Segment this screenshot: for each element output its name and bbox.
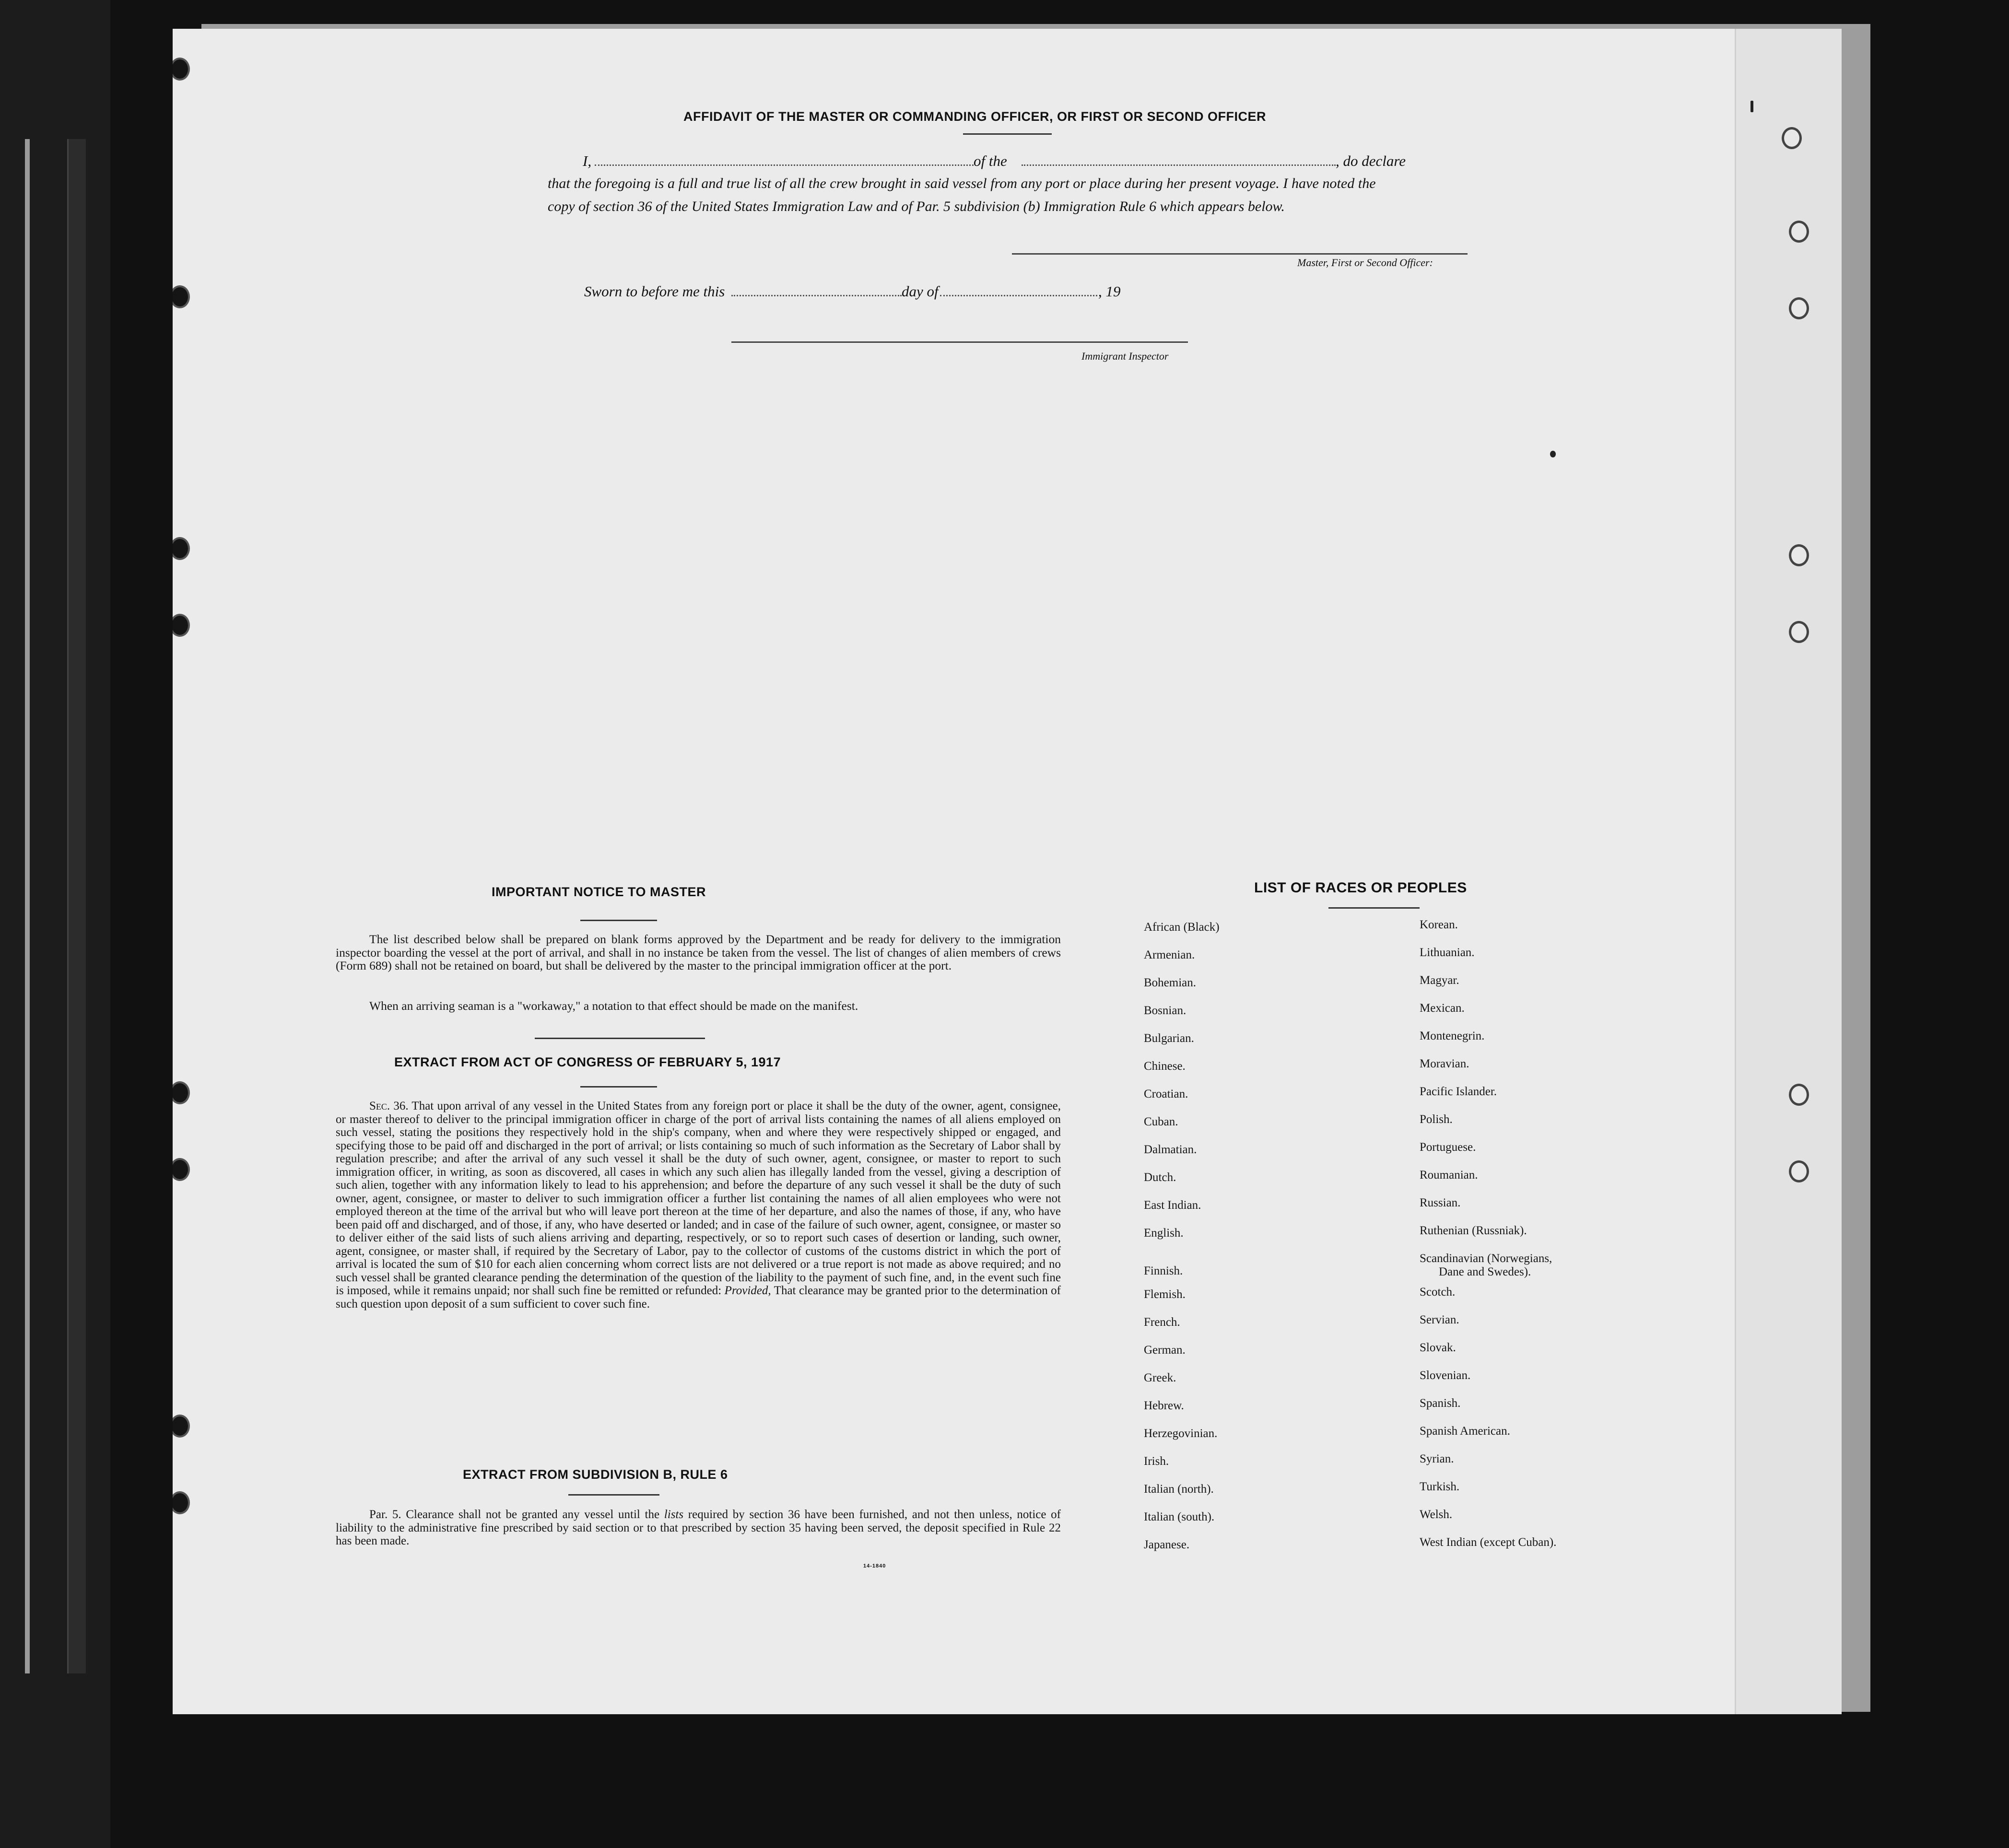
binder-edge xyxy=(25,139,30,1673)
title-rule xyxy=(1328,907,1420,909)
race-item: West Indian (except Cuban). xyxy=(1420,1536,1557,1549)
race-item: Croatian. xyxy=(1144,1088,1188,1100)
race-item: Dutch. xyxy=(1144,1171,1176,1184)
race-item: Spanish. xyxy=(1420,1397,1461,1410)
race-item: Servian. xyxy=(1420,1313,1459,1326)
race-item: Montenegrin. xyxy=(1420,1029,1485,1042)
affidavit-line2: that the foregoing is a full and true list of all the crew brought in said vessel from any port or place during her present voyage. I have noted the xyxy=(548,175,1376,191)
race-item: Scandinavian (Norwegians, xyxy=(1420,1252,1552,1265)
affidavit-line1-i: I, xyxy=(583,152,592,169)
sec-label: Sec. 36. xyxy=(369,1099,409,1112)
race-item: Pacific Islander. xyxy=(1420,1085,1497,1098)
race-item: Welsh. xyxy=(1420,1508,1453,1521)
race-item: Magyar. xyxy=(1420,974,1459,987)
race-item: Portuguese. xyxy=(1420,1141,1476,1154)
sworn-prefix: Sworn to before me this xyxy=(584,283,725,300)
race-item: Japanese. xyxy=(1144,1538,1190,1551)
race-item: Mexican. xyxy=(1420,1002,1465,1015)
affidavit-title: AFFIDAVIT OF THE MASTER OR COMMANDING OFFICER, OR FIRST OR SECOND OFFICER xyxy=(683,109,1266,124)
punch-hole xyxy=(1782,127,1802,149)
rule-text-a: Par. 5. Clearance shall not be granted any vessel until the xyxy=(369,1508,660,1521)
race-item: Flemish. xyxy=(1144,1288,1186,1301)
race-item: Moravian. xyxy=(1420,1057,1469,1070)
race-item: Bulgarian. xyxy=(1144,1032,1194,1045)
binder-edge xyxy=(67,139,86,1673)
inspector-signature-line[interactable] xyxy=(731,341,1188,343)
sworn-day-of: day of xyxy=(902,283,939,300)
race-item: African (Black) xyxy=(1144,921,1220,934)
document-page xyxy=(173,29,1842,1714)
inspector-label: Immigrant Inspector xyxy=(1081,350,1169,362)
title-rule xyxy=(963,133,1052,135)
form-number: 14-1840 xyxy=(863,1563,886,1569)
race-item: Irish. xyxy=(1144,1455,1169,1468)
punch-hole xyxy=(1789,1084,1809,1106)
punch-hole xyxy=(173,614,190,637)
binder-strip xyxy=(0,0,110,1848)
sec-text: That upon arrival of any vessel in the United States from any foreign port or place it shall be the duty of the owner, agent, consignee, or master thereof to deliver to the principal immigration officer in charge of the port of arrival lists containing the names of all aliens employed on such vessel, stating the positions they respectively hold in the ship's company, when and where they were respectively shipped or engaged, and specifying those to be paid off and discharged in the port of arrival; or lists containing so much of such information as the Secretary of Labor shall by regulation prescribe; and after the arrival of any such vessel it shall be the duty of such owner, agent, consignee, or master to report to such immigration officer, in writing, as soon as discovered, all cases in which any such alien has illegally landed from the vessel, giving a description of such alien, together with any information likely to lead to his apprehension; and before the departure of any such vessel it shall be the duty of such owner, agent, consignee, or master to deliver to such immigration officer a further list containing the names of all alien employees who were not employed thereon at the time of the arrival but who will leave port thereon at the time of her departure, and also the names of those, if any, who have been paid off and discharged, and of those, if any, who have deserted or landed; and in case of the failure of such owner, agent, consignee, or master so to deliver either of the said lists of such aliens arriving and departing, respectively, or so to report such cases of desertion or landing, such owner, agent, consignee, or master shall, if required by the Secretary of Labor, pay to the collector of customs of the customs district in which the port of arrival is located the sum of $10 for each alien concerning whom correct lists are not delivered or a true report is not made as above required; and no such vessel shall be granted clearance pending the determination of the question of the liability to the payment of such fine, and, in the event such fine is imposed, while it remains unpaid; nor shall such fine be remitted or refunded: xyxy=(336,1099,1061,1297)
race-item: Slovenian. xyxy=(1420,1369,1471,1382)
extract-rule-text xyxy=(336,1508,1061,1548)
race-item: Chinese. xyxy=(1144,1060,1186,1073)
race-item: Roumanian. xyxy=(1420,1169,1478,1181)
race-item: Italian (north). xyxy=(1144,1483,1214,1496)
sworn-day-fill-line[interactable] xyxy=(731,295,902,296)
punch-hole xyxy=(173,1081,190,1104)
punch-hole xyxy=(1789,544,1809,566)
rule-text-b: required by section 36 have been furnished, and not then unless, notice of liability to the administrative fine prescribed by said section or to that prescribed by section 35 having been served, the deposit specified in Rule 22 has been made. xyxy=(336,1508,1061,1547)
vessel-fill-line[interactable] xyxy=(1022,164,1336,166)
title-rule xyxy=(568,1494,659,1496)
title-rule xyxy=(580,920,657,921)
race-item: East Indian. xyxy=(1144,1199,1201,1212)
provided-word: Provided, xyxy=(724,1284,771,1297)
affidavit-line1-declare: , do declare xyxy=(1336,152,1406,169)
race-item: French. xyxy=(1144,1316,1180,1329)
ink-speck xyxy=(1751,101,1753,112)
race-item: Herzegovinian. xyxy=(1144,1427,1218,1440)
races-col1 xyxy=(1144,921,1220,1566)
race-item: Spanish American. xyxy=(1420,1425,1510,1438)
race-item: Bosnian. xyxy=(1144,1004,1187,1017)
title-rule xyxy=(580,1086,657,1088)
race-item: Dalmatian. xyxy=(1144,1143,1197,1156)
races-col2 xyxy=(1420,918,1556,1564)
punch-hole xyxy=(173,537,190,560)
race-item: Ruthenian (Russniak). xyxy=(1420,1224,1527,1237)
punch-hole xyxy=(173,285,190,308)
master-signature-line[interactable] xyxy=(1012,253,1468,255)
notice-para2: When an arriving seaman is a "workaway," a notation to that effect should be made on the manifest. xyxy=(369,999,858,1013)
race-item: Turkish. xyxy=(1420,1480,1460,1493)
race-item: Lithuanian. xyxy=(1420,946,1475,959)
master-signature-label: Master, First or Second Officer: xyxy=(1297,257,1433,269)
extract-rule-title: EXTRACT FROM SUBDIVISION B, RULE 6 xyxy=(463,1467,728,1482)
extract-act-text xyxy=(336,1099,1061,1310)
sworn-year: , 19 xyxy=(1098,283,1121,300)
race-item: Polish. xyxy=(1420,1113,1453,1126)
extract-act-title: EXTRACT FROM ACT OF CONGRESS OF FEBRUARY 5, 1917 xyxy=(394,1055,781,1069)
race-item: Dane and Swedes). xyxy=(1439,1265,1531,1278)
affidavit-line3: copy of section 36 of the United States Immigration Law and of Par. 5 subdivision (b) Immigration Rule 6 which appears below. xyxy=(548,199,1285,214)
races-title: LIST OF RACES OR PEOPLES xyxy=(1254,880,1467,896)
sec-text-end: That clearance may be granted prior to the determination of such question upon deposit of a sum sufficient to cover such fine. xyxy=(336,1284,1061,1310)
race-item: Greek. xyxy=(1144,1371,1176,1384)
notice-title: IMPORTANT NOTICE TO MASTER xyxy=(492,885,706,899)
affidavit-line1-of: of the xyxy=(974,152,1007,169)
ink-speck xyxy=(1550,451,1556,457)
race-item: Russian. xyxy=(1420,1196,1461,1209)
race-item: Scotch. xyxy=(1420,1286,1456,1298)
race-item: English. xyxy=(1144,1227,1184,1240)
punch-hole xyxy=(1789,221,1809,243)
punch-hole xyxy=(1789,1160,1809,1182)
race-item: Armenian. xyxy=(1144,948,1195,961)
punch-hole xyxy=(173,1491,190,1514)
name-fill-line[interactable] xyxy=(595,164,974,166)
race-item: Cuban. xyxy=(1144,1115,1178,1128)
race-item: Italian (south). xyxy=(1144,1510,1215,1523)
race-item: Syrian. xyxy=(1420,1452,1454,1465)
punch-hole xyxy=(173,1158,190,1181)
punch-hole xyxy=(173,1415,190,1438)
lists-word: lists xyxy=(664,1508,684,1521)
punch-hole xyxy=(1789,297,1809,319)
race-item: German. xyxy=(1144,1344,1186,1357)
punch-hole xyxy=(173,58,190,81)
race-item: Bohemian. xyxy=(1144,976,1197,989)
section-rule xyxy=(535,1038,705,1039)
race-item: Finnish. xyxy=(1144,1264,1183,1277)
race-item: Korean. xyxy=(1420,918,1458,931)
page-margin-band xyxy=(1735,29,1842,1714)
race-item: Slovak. xyxy=(1420,1341,1456,1354)
race-item: Hebrew. xyxy=(1144,1399,1184,1412)
notice-para1: The list described below shall be prepared on blank forms approved by the Department and be ready for delivery to the immigration inspector boarding the vessel at the port of arrival, and shall in no instance be taken from the vessel. The list of changes of alien members of crews (Form 689) shall not be retained on board, but shall be delivered by the master to the principal immigration officer at the port. xyxy=(336,932,1061,972)
sworn-month-fill-line[interactable] xyxy=(940,295,1101,296)
punch-hole xyxy=(1789,621,1809,643)
